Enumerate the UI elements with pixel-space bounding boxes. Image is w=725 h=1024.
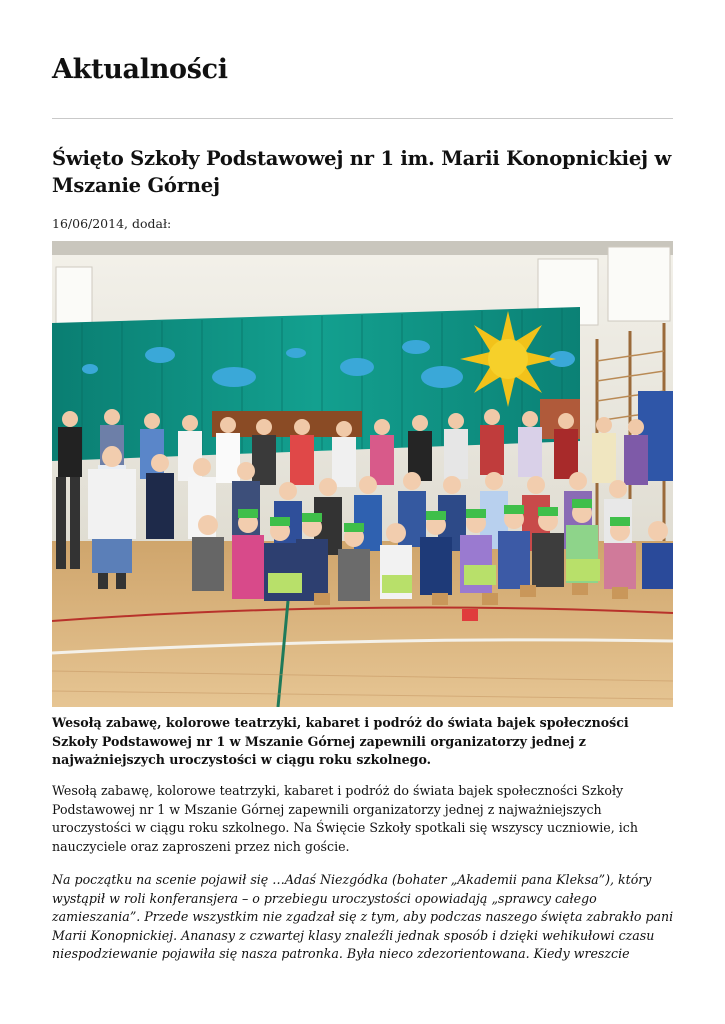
- article-title[interactable]: Święto Szkoły Podstawowej nr 1 im. Marii Konopnickiej w Mszanie Górnej: [52, 147, 672, 197]
- group-photo-illustration: [52, 241, 673, 707]
- section-title: Aktualności: [52, 54, 228, 85]
- article-photo[interactable]: [52, 241, 673, 707]
- article-paragraph-italic: Na początku na scenie pojawił się …Adaś Niezgódka (bohater „Akademii pana Kleksa”), który wystąpił w roli konferansjera – o przebiegu uroczystości opowiadają „sprawcy całego zamieszania”. Przede wszystkim nie zgadzał się z tym, aby podczas naszego święta zabrakło pani Marii Konopnickiej. Ananasy z czwartej klasy znaleźli jednak sposób i dzięki wehikułowi czasu niespodziewanie pojawiła się nasza patronka. Była nieco zdezorientowana. Kiedy wreszcie: [52, 872, 674, 961]
- divider: [52, 118, 673, 119]
- article-lead: Wesołą zabawę, kolorowe teatrzyki, kabaret i podróż do świata bajek społeczności Szkoły Podstawowej nr 1 w Mszanie Górnej zapewnili organizatorzy jednej z najważniejszych uroczystości w ciągu roku szkolnego.: [52, 715, 629, 767]
- article-paragraph: Wesołą zabawę, kolorowe teatrzyki, kabaret i podróż do świata bajek społeczności Szkoły Podstawowej nr 1 w Mszanie Górnej zapewnili organizatorzy jednej z najważniejszych uroczystości w ciągu roku szkolnego. Na Święcie Szkoły spotkali się wszyscy uczniowie, ich nauczyciele oraz zaproszeni przez nich goście.: [52, 783, 638, 854]
- article-meta: 16/06/2014, dodał:: [52, 216, 172, 231]
